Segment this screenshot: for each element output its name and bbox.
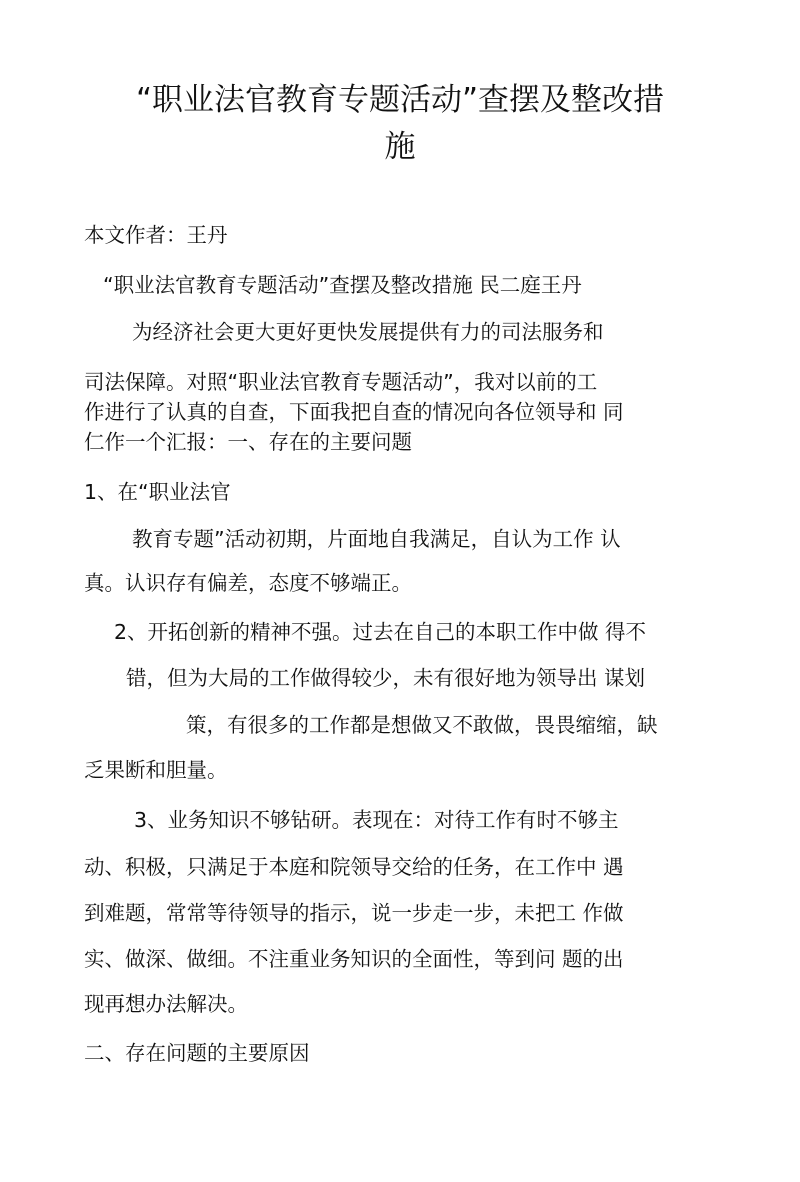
subtitle-line: “职业法官教育专题活动”查摆及整改措施 民二庭王丹 — [103, 273, 582, 297]
body-line: 仁作一个汇报：一、存在的主要问题 — [84, 430, 412, 454]
section-item-1-heading: 1、在“职业法官 — [84, 480, 231, 504]
body-line: 真。认识存有偏差，态度不够端正。 — [84, 571, 412, 595]
body-line: 现再想办法解决。 — [84, 992, 248, 1016]
document-title-line1: “职业法官教育专题活动”查摆及整改措 — [135, 82, 665, 118]
body-line: 到难题，常常等待领导的指示，说一步走一步，未把工 作做 — [84, 901, 624, 925]
body-line: 动、积极，只满足于本庭和院领导交给的任务，在工作中 遇 — [84, 855, 624, 879]
body-line: 错，但为大局的工作做得较少，未有很好地为领导出 谋划 — [126, 666, 646, 690]
section-item-3-line: 3、业务知识不够钻研。表现在：对待工作有时不够主 — [134, 808, 619, 832]
body-line: 作进行了认真的自查，下面我把自查的情况向各位领导和 同 — [84, 400, 624, 424]
body-line: 为经济社会更大更好更快发展提供有力的司法服务和 — [132, 320, 604, 344]
section-heading-2: 二、存在问题的主要原因 — [84, 1041, 310, 1065]
section-item-2-line: 2、开拓创新的精神不强。过去在自己的本职工作中做 得不 — [114, 620, 647, 644]
author-line: 本文作者：王丹 — [84, 223, 228, 247]
document-title-line2: 施 — [384, 129, 416, 165]
body-line: 乏果断和胆量。 — [84, 758, 228, 782]
body-line: 司法保障。对照“职业法官教育专题活动”，我对以前的工 — [84, 370, 598, 394]
body-line: 策，有很多的工作都是想做又不敢做，畏畏缩缩，缺 — [186, 713, 658, 737]
body-line: 实、做深、做细。不注重业务知识的全面性，等到问 题的出 — [84, 947, 624, 971]
body-line: 教育专题”活动初期，片面地自我满足，自认为工作 认 — [132, 527, 621, 551]
